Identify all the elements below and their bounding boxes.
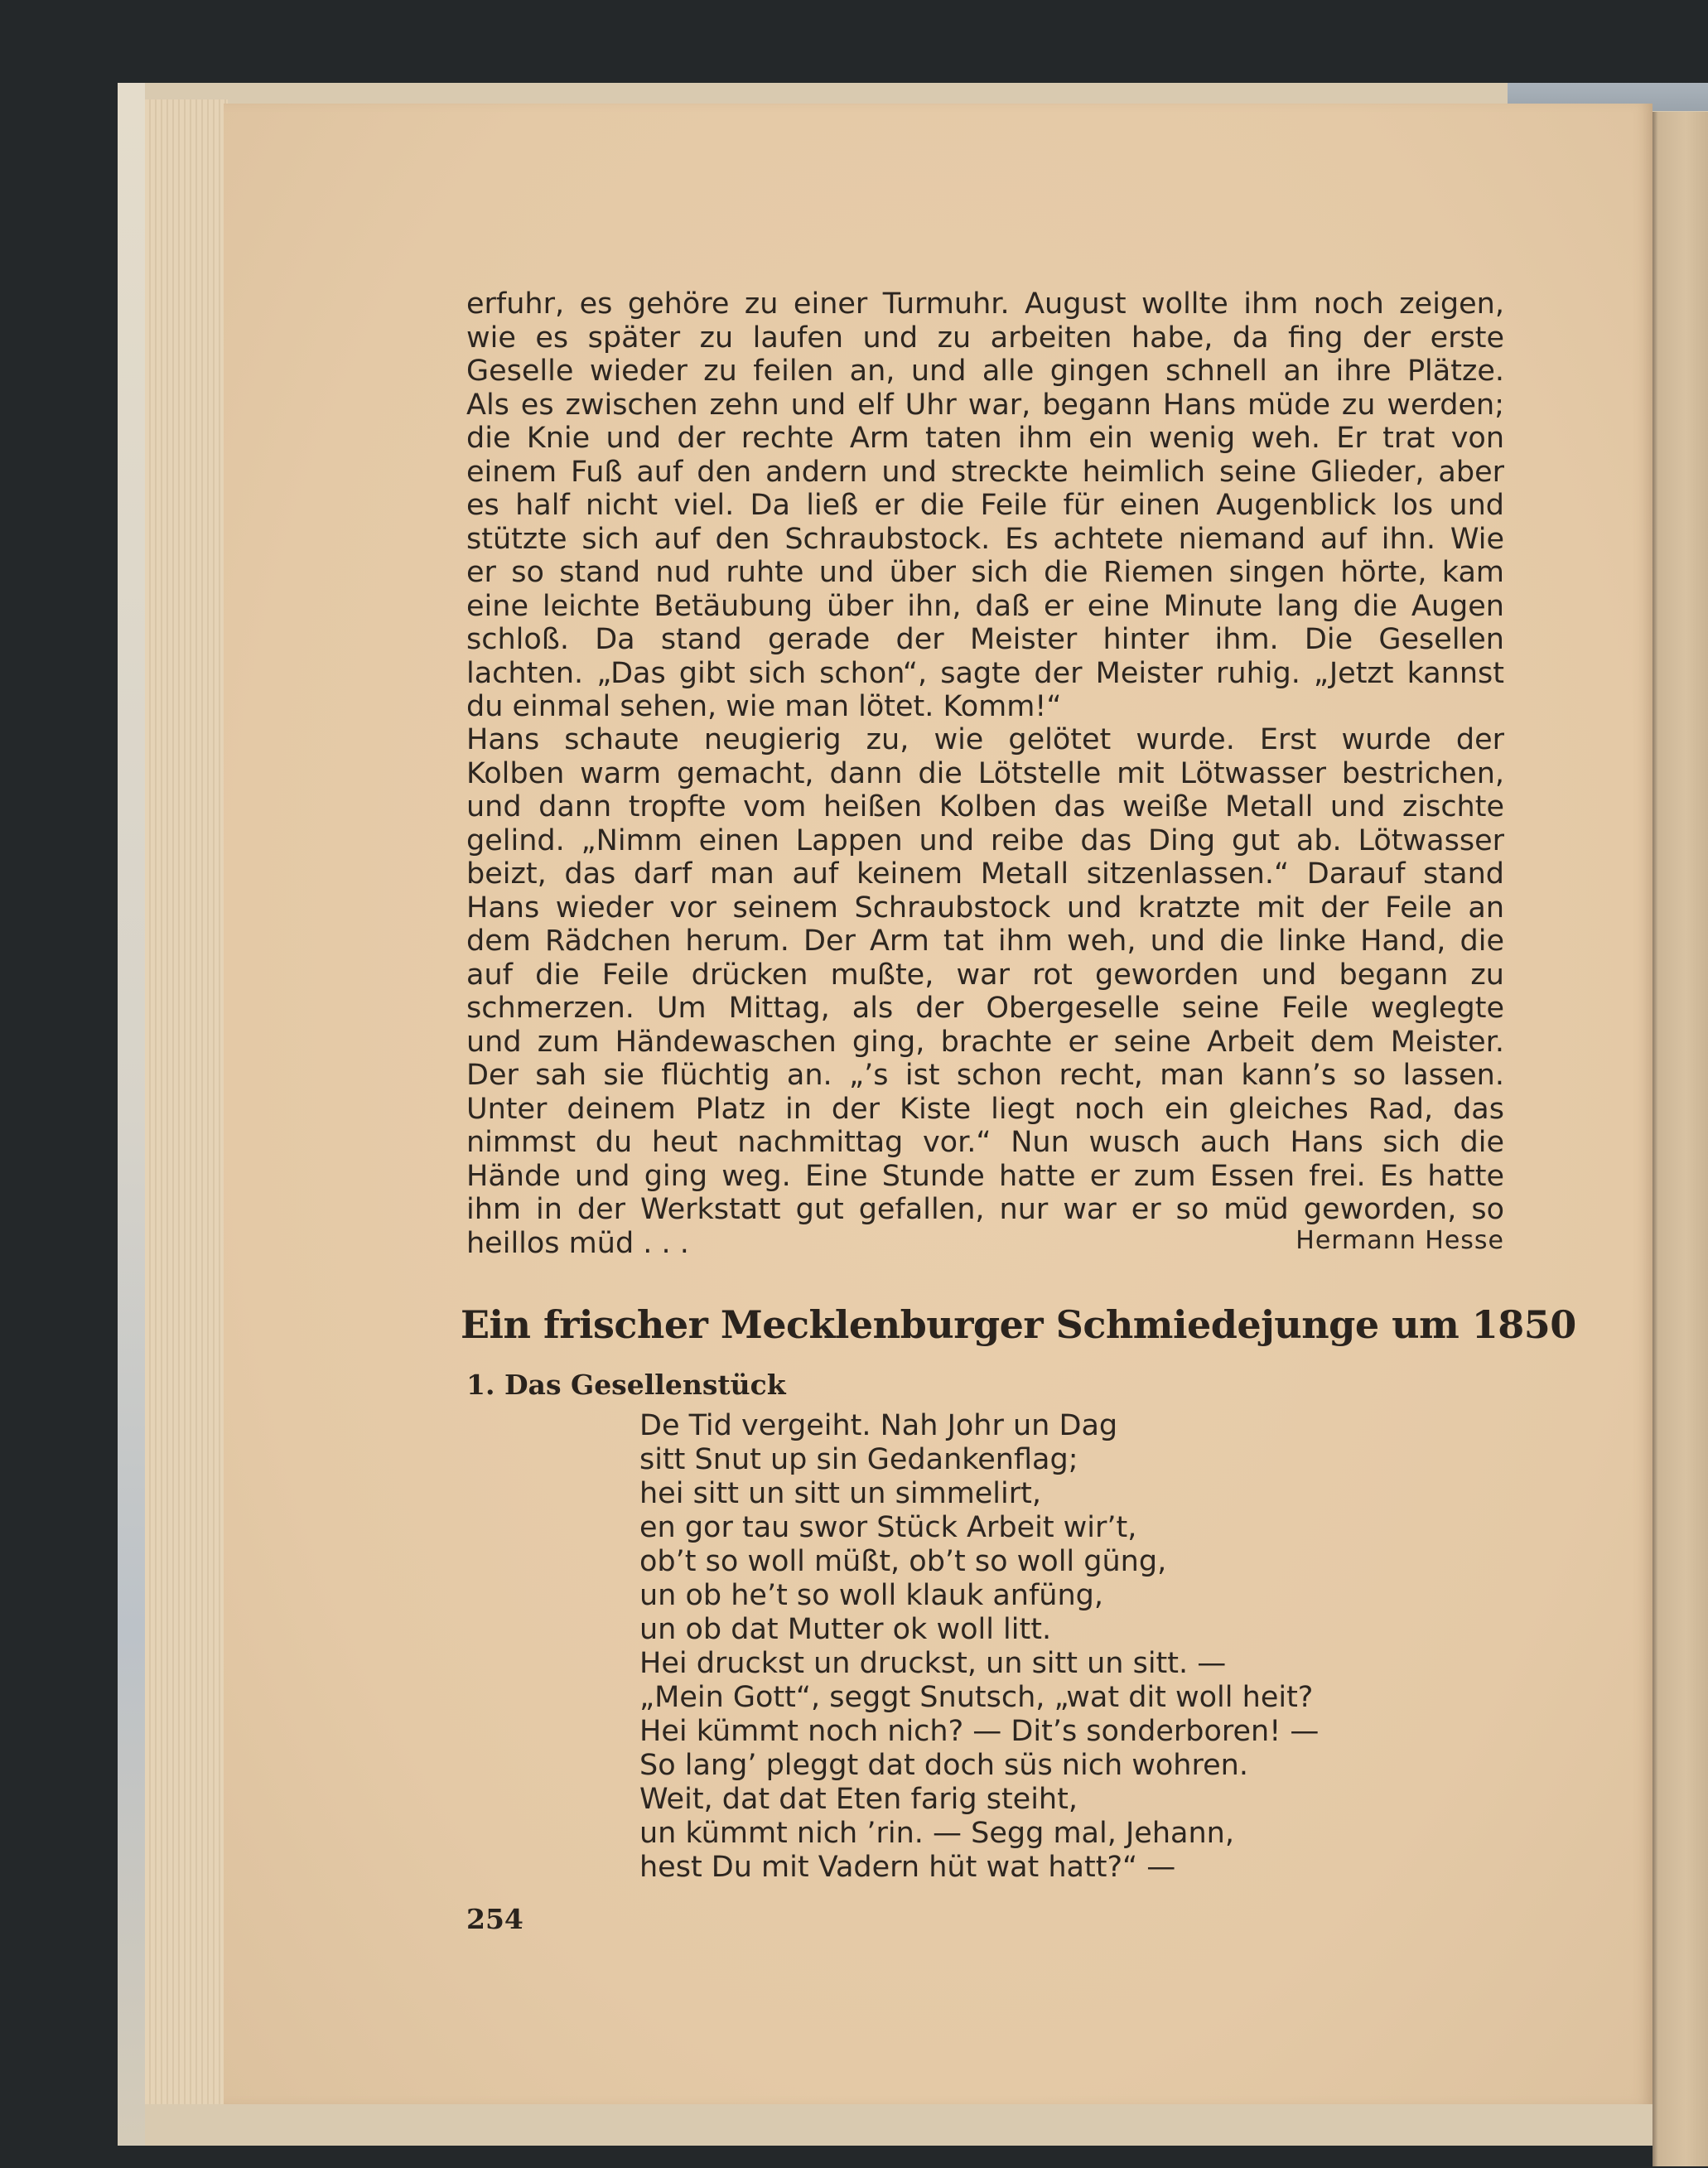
poem-line: So lang’ pleggt dat doch süs nich wohren. <box>639 1749 1248 1782</box>
poem <box>639 1409 1319 1885</box>
text-line: lachten. „Das gibt sich schon“, sagte der Meister ruhig. „Jetzt kannst <box>466 656 1504 690</box>
poem-line: hest Du mit Vadern hüt wat hatt?“ — <box>639 1851 1176 1884</box>
text-line: gelind. „Nimm einen Lappen und reibe das Ding gut ab. Lötwasser <box>466 823 1504 857</box>
text-line: Geselle wieder zu feilen an, und alle gingen schnell an ihre Plätze. <box>466 355 1504 388</box>
text-line: dem Rädchen herum. Der Arm tat ihm weh, und die linke Hand, die <box>466 925 1504 958</box>
facing-page-edge <box>1653 112 1708 2166</box>
text-line: ihm in der Werkstatt gut gefallen, nur war er so müd geworden, so <box>466 1193 1504 1226</box>
poem-line: un ob he’t so woll klauk anfüng, <box>639 1579 1103 1612</box>
poem-line: Hei druckst un druckst, un sitt un sitt. — <box>639 1647 1227 1680</box>
poem-line: Hei kümmt noch nich? — Dit’s sonderboren! — <box>639 1715 1320 1748</box>
author-signature: Hermann Hesse <box>1295 1226 1504 1255</box>
text-line: und zum Händewaschen ging, brachte er seine Arbeit dem Meister. <box>466 1025 1504 1059</box>
poem-line: un kümmt nich ’rin. — Segg mal, Jehann, <box>639 1817 1234 1850</box>
text-line: einem Fuß auf den andern und streckte heimlich seine Glieder, aber <box>466 455 1504 489</box>
text-line: wie es später zu laufen und zu arbeiten habe, da fing der erste <box>466 321 1504 355</box>
text-line: heillos müd . . . <box>466 1226 689 1260</box>
poem-line: ob’t so woll müßt, ob’t so woll güng, <box>639 1545 1167 1578</box>
text-line: erfuhr, es gehöre zu einer Turmuhr. August wollte ihm noch zeigen, <box>466 287 1504 321</box>
prose-paragraph-2 <box>466 723 1504 1260</box>
text-line: Hans wieder vor seinem Schraubstock und kratzte mit der Feile an <box>466 891 1504 925</box>
text-line: die Knie und der rechte Arm taten ihm ein wenig weh. Er trat von <box>466 422 1504 455</box>
text-line: Hände und ging weg. Eine Stunde hatte er zum Essen frei. Es hatte <box>466 1159 1504 1193</box>
text-line: eine leichte Betäubung über ihn, daß er eine Minute lang die Augen <box>466 589 1504 623</box>
poem-line: sitt Snut up sin Gedankenflag; <box>639 1443 1078 1476</box>
text-line: er so stand nud ruhte und über sich die Riemen singen hörte, kam <box>466 556 1504 589</box>
text-line: schmerzen. Um Mittag, als der Obergeselle seine Feile weglegte <box>466 992 1504 1025</box>
text-line: Kolben warm gemacht, dann die Lötstelle mit Lötwasser bestrichen, <box>466 756 1504 790</box>
page-stack <box>145 99 228 2104</box>
section-title: Ein frischer Mecklenburger Schmiedejunge um 1850 <box>461 1302 1576 1347</box>
text-line: nimmst du heut nachmittag vor.“ Nun wusch auch Hans sich die <box>466 1126 1504 1159</box>
book-spine-edge <box>118 83 145 2146</box>
poem-line: Weit, dat dat Eten farig steiht, <box>639 1783 1078 1816</box>
text-line: beizt, das darf man auf keinem Metall sitzenlassen.“ Darauf stand <box>466 857 1504 891</box>
text-line: Der sah sie flüchtig an. „’s ist schon recht, man kann’s so lassen. <box>466 1059 1504 1092</box>
poem-line: hei sitt un sitt un simmelirt, <box>639 1477 1041 1510</box>
poem-line: un ob dat Mutter ok woll litt. <box>639 1613 1052 1646</box>
prose-paragraph-1 <box>466 287 1504 724</box>
poem-line: „Mein Gott“, seggt Snutsch, „wat dit woll heit? <box>639 1681 1314 1714</box>
text-line: Als es zwischen zehn und elf Uhr war, begann Hans müde zu werden; <box>466 388 1504 422</box>
text-line: auf die Feile drücken mußte, war rot geworden und begann zu <box>466 958 1504 992</box>
text-line: stützte sich auf den Schraubstock. Es achtete niemand auf ihn. Wie <box>466 522 1504 556</box>
text-line: Unter deinem Platz in der Kiste liegt noch ein gleiches Rad, das <box>466 1092 1504 1126</box>
text-line: und dann tropfte vom heißen Kolben das weiße Metall und zischte <box>466 790 1504 823</box>
poem-line: De Tid vergeiht. Nah Johr un Dag <box>639 1409 1118 1442</box>
text-line: es half nicht viel. Da ließ er die Feile für einen Augenblick los und <box>466 489 1504 522</box>
subsection-title: 1. Das Gesellenstück <box>466 1369 786 1401</box>
text-line: schloß. Da stand gerade der Meister hinter ihm. Die Gesellen <box>466 623 1504 656</box>
text-line: Hans schaute neugierig zu, wie gelötet wurde. Erst wurde der <box>466 723 1504 756</box>
poem-line: en gor tau swor Stück Arbeit wir’t, <box>639 1511 1137 1544</box>
text-line: du einmal sehen, wie man lötet. Komm!“ <box>466 690 1062 723</box>
page-number: 254 <box>466 1903 523 1935</box>
